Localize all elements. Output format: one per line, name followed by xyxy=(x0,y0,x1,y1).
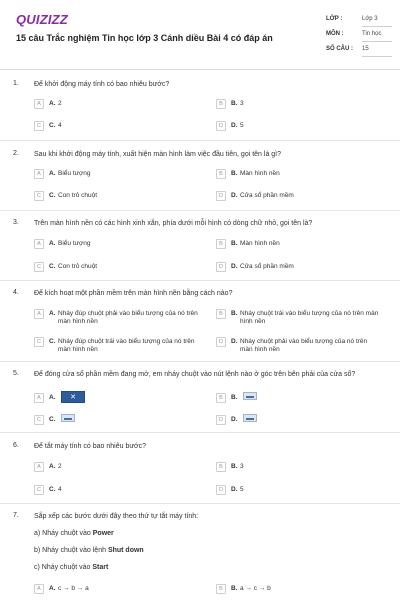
step-c xyxy=(34,564,108,571)
option-text: 2 xyxy=(58,463,62,470)
maximize-icon xyxy=(64,418,72,420)
option-letter: B. xyxy=(231,310,238,317)
question-text: Sau khi khởi động máy tính, xuất hiện màn hình làm việc đầu tiên, gọi tên là gì? xyxy=(34,151,282,158)
option-letter: B. xyxy=(231,100,238,107)
question-divider xyxy=(0,432,400,433)
option-letter: D. xyxy=(231,416,238,423)
step-keyword: Shut down xyxy=(107,547,144,554)
option-letter: C. xyxy=(49,192,56,199)
option-b[interactable] xyxy=(216,583,381,597)
option-text: 3 xyxy=(240,100,244,107)
option-text: Con trỏ chuột xyxy=(58,192,98,199)
question-text: Để đóng cửa sổ phần mềm đang mở, em nháy chuột vào nút lệnh nào ở góc trên bên phải của cửa sổ? xyxy=(34,371,356,378)
option-letter: D. xyxy=(231,122,238,129)
option-d[interactable] xyxy=(216,120,381,134)
option-letter: D. xyxy=(231,486,238,493)
step-a xyxy=(34,530,114,537)
restore-icon xyxy=(246,396,254,398)
question-text: Để kích hoạt một phần mềm trên màn hình nền bằng cách nào? xyxy=(34,290,233,297)
option-checkbox[interactable]: B xyxy=(216,393,226,403)
option-letter: A. xyxy=(49,170,56,177)
step-text: b) Nháy chuột vào lệnh xyxy=(34,547,108,554)
option-letter: C. xyxy=(49,416,56,423)
option-checkbox[interactable]: D xyxy=(216,485,226,495)
minimize-icon xyxy=(246,418,254,420)
step-keyword: Power xyxy=(92,530,114,537)
meta-value: Tin học xyxy=(362,31,382,37)
option-a[interactable] xyxy=(34,98,199,112)
question-text: Để khởi động máy tính có bao nhiêu bước? xyxy=(34,81,170,88)
question-text: Trên màn hình nền có các hình xinh xắn, phía dưới mỗi hình có dòng chữ nhỏ, gọi tên là? xyxy=(34,220,313,227)
option-letter: A. xyxy=(49,240,56,247)
option-checkbox[interactable]: C xyxy=(34,191,44,201)
option-a[interactable] xyxy=(34,392,199,406)
option-text: Nháy chuột trái vào biểu tượng của nó trên màn hình nền xyxy=(240,310,379,325)
option-text: 4 xyxy=(58,122,62,129)
option-checkbox[interactable]: C xyxy=(34,262,44,272)
option-c[interactable] xyxy=(34,190,199,204)
option-checkbox[interactable]: A xyxy=(34,169,44,179)
option-a[interactable] xyxy=(34,308,199,328)
option-b[interactable] xyxy=(216,461,381,475)
meta-grade xyxy=(326,16,388,30)
option-d[interactable] xyxy=(216,414,381,428)
meta-underline xyxy=(362,26,392,27)
worksheet-header xyxy=(0,0,400,70)
option-letter: D. xyxy=(231,263,238,270)
option-c[interactable] xyxy=(34,261,199,275)
question-number: 1. xyxy=(13,80,19,87)
option-checkbox[interactable]: B xyxy=(216,309,226,319)
option-text: Nháy chuột phải vào biểu tượng của nó trên màn hình nền xyxy=(240,338,368,353)
option-letter: D. xyxy=(231,338,238,345)
option-letter: A. xyxy=(49,463,56,470)
option-text: 3 xyxy=(240,463,244,470)
worksheet-title: 15 câu Trắc nghiệm Tin học lớp 3 Cánh diều Bài 4 có đáp án xyxy=(16,33,273,43)
option-checkbox[interactable]: A xyxy=(34,99,44,109)
option-letter: A. xyxy=(49,585,56,592)
option-b[interactable] xyxy=(216,98,381,112)
option-letter: C. xyxy=(49,263,56,270)
question-divider xyxy=(0,140,400,141)
option-letter: B. xyxy=(231,394,238,401)
option-c[interactable] xyxy=(34,414,199,428)
option-text: Màn hình nền xyxy=(240,240,280,247)
option-checkbox[interactable]: C xyxy=(34,121,44,131)
option-text: Cửa sổ phần mềm xyxy=(240,192,294,199)
option-b[interactable] xyxy=(216,238,381,252)
option-a[interactable] xyxy=(34,238,199,252)
option-letter: A. xyxy=(49,394,56,401)
option-checkbox[interactable]: B xyxy=(216,239,226,249)
question-number: 6. xyxy=(13,442,19,449)
option-checkbox[interactable]: A xyxy=(34,309,44,319)
option-text: a → c → b xyxy=(240,585,271,592)
option-letter: B. xyxy=(231,170,238,177)
meta-underline xyxy=(362,41,392,42)
option-c[interactable] xyxy=(34,120,199,134)
option-checkbox[interactable]: D xyxy=(216,262,226,272)
option-text: Nháy đúp chuột trái vào biểu tượng của nó trên màn hình nền xyxy=(58,338,195,353)
option-text: c → b → a xyxy=(58,585,89,592)
option-b[interactable] xyxy=(216,392,381,406)
option-checkbox[interactable]: C xyxy=(34,415,44,425)
option-d[interactable] xyxy=(216,484,381,498)
restore-button-image xyxy=(243,392,257,400)
option-letter: B. xyxy=(231,585,238,592)
option-checkbox[interactable]: A xyxy=(34,239,44,249)
option-text: 2 xyxy=(58,100,62,107)
question-number: 3. xyxy=(13,219,19,226)
option-letter: C. xyxy=(49,338,56,345)
meta-subject xyxy=(326,31,388,45)
option-letter: C. xyxy=(49,122,56,129)
option-letter: D. xyxy=(231,192,238,199)
option-letter: C. xyxy=(49,486,56,493)
meta-label: SỐ CÂU : xyxy=(326,46,353,52)
step-keyword: Start xyxy=(92,564,109,571)
meta-value: Lớp 3 xyxy=(362,16,378,22)
question-divider xyxy=(0,503,400,504)
option-text: Nháy đúp chuột phải vào biểu tượng của nó trên màn hình nền xyxy=(58,310,198,325)
option-text: 5 xyxy=(240,122,244,129)
option-d[interactable] xyxy=(216,190,381,204)
question-text: Sắp xếp các bước dưới đây theo thứ tự tắt máy tính: xyxy=(34,513,199,520)
option-text: 4 xyxy=(58,486,62,493)
option-b[interactable] xyxy=(216,308,381,328)
question-number: 4. xyxy=(13,289,19,296)
option-checkbox[interactable]: A xyxy=(34,584,44,594)
option-a[interactable] xyxy=(34,168,199,182)
question-divider xyxy=(0,210,400,211)
option-a[interactable] xyxy=(34,583,199,597)
option-checkbox[interactable]: C xyxy=(34,485,44,495)
question-divider xyxy=(0,361,400,362)
question-number: 2. xyxy=(13,150,19,157)
option-text: Con trỏ chuột xyxy=(58,263,98,270)
option-letter: A. xyxy=(49,100,56,107)
option-letter: A. xyxy=(49,310,56,317)
meta-value: 15 xyxy=(362,46,369,52)
option-c[interactable] xyxy=(34,336,199,356)
option-checkbox[interactable]: C xyxy=(34,337,44,347)
minimize-button-image xyxy=(243,414,257,422)
option-b[interactable] xyxy=(216,168,381,182)
option-d[interactable] xyxy=(216,336,381,356)
step-text: c) Nháy chuột vào xyxy=(34,564,93,571)
option-checkbox[interactable]: D xyxy=(216,415,226,425)
option-checkbox[interactable]: B xyxy=(216,99,226,109)
option-checkbox[interactable]: B xyxy=(216,462,226,472)
meta-label: MÔN : xyxy=(326,31,344,37)
step-b xyxy=(34,547,144,554)
close-button-image xyxy=(61,391,85,403)
option-checkbox[interactable]: D xyxy=(216,337,226,347)
maximize-button-image xyxy=(61,414,75,422)
option-checkbox[interactable]: A xyxy=(34,393,44,403)
option-text: Cửa sổ phần mềm xyxy=(240,263,294,270)
question-text: Để tắt máy tính có bao nhiêu bước? xyxy=(34,443,147,450)
option-checkbox[interactable]: A xyxy=(34,462,44,472)
option-checkbox[interactable]: D xyxy=(216,191,226,201)
option-c[interactable] xyxy=(34,484,199,498)
meta-question-count xyxy=(326,46,388,60)
quizizz-logo: QUIZIZZ xyxy=(16,12,68,27)
option-text: Biểu tượng xyxy=(58,170,91,177)
option-letter: B. xyxy=(231,463,238,470)
option-checkbox[interactable]: D xyxy=(216,121,226,131)
option-checkbox[interactable]: B xyxy=(216,584,226,594)
option-text: Màn hình nền xyxy=(240,170,280,177)
question-number: 7. xyxy=(13,512,19,519)
meta-underline xyxy=(362,56,392,57)
option-text: Biểu tượng xyxy=(58,240,91,247)
option-a[interactable] xyxy=(34,461,199,475)
option-text: 5 xyxy=(240,486,244,493)
meta-label: LỚP : xyxy=(326,16,343,22)
step-text: a) Nháy chuột vào xyxy=(34,530,93,537)
question-divider xyxy=(0,280,400,281)
option-d[interactable] xyxy=(216,261,381,275)
question-number: 5. xyxy=(13,370,19,377)
close-icon: ✕ xyxy=(70,394,76,401)
option-letter: B. xyxy=(231,240,238,247)
option-checkbox[interactable]: B xyxy=(216,169,226,179)
